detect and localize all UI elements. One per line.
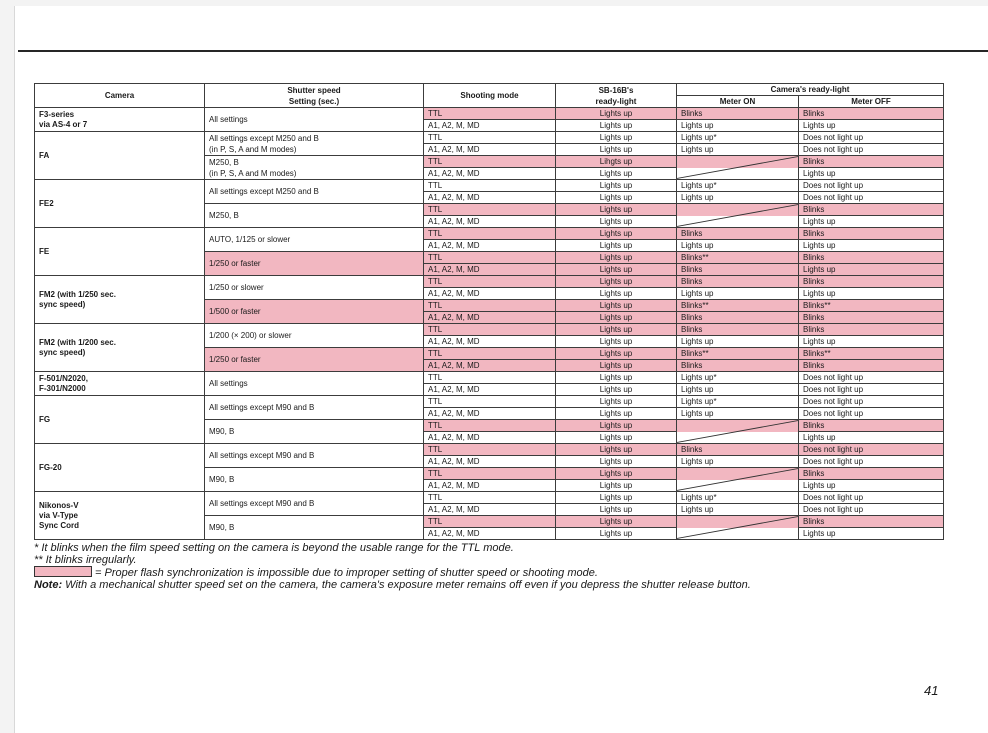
shooting-mode-cell: A1, A2, M, MD — [424, 264, 556, 276]
shooting-mode-cell: TTL — [424, 132, 556, 144]
camera-cell — [35, 396, 205, 444]
shutter-setting-line: All settings except M90 and B — [209, 451, 315, 460]
header-meter-on: Meter ON — [677, 96, 799, 108]
camera-name-line: Nikonos-V — [39, 500, 79, 510]
header-camera-ready-light: Camera's ready-light — [677, 84, 944, 96]
shooting-mode-cell: TTL — [424, 324, 556, 336]
camera-name-line: via AS-4 or 7 — [39, 119, 88, 129]
meter-on-cell: Lights up* — [677, 372, 799, 384]
shooting-mode-cell: TTL — [424, 276, 556, 288]
meter-off-cell: Does not light up — [799, 408, 944, 420]
shutter-setting-line: All settings except M90 and B — [209, 403, 315, 412]
shooting-mode-cell: TTL — [424, 420, 556, 432]
meter-on-cell: Lights up — [677, 408, 799, 420]
meter-off-cell: Lights up — [799, 240, 944, 252]
meter-off-cell: Does not light up — [799, 444, 944, 456]
sb16b-ready-light-cell: Lights up — [556, 144, 677, 156]
meter-off-cell: Lights up — [799, 264, 944, 276]
not-applicable-cell — [677, 516, 799, 540]
camera-name-line: FE — [39, 246, 50, 256]
shutter-setting-line: 1/250 or faster — [209, 355, 261, 364]
shooting-mode-cell: TTL — [424, 444, 556, 456]
diagonal-slash — [677, 204, 798, 227]
camera-cell — [35, 324, 205, 372]
camera-cell — [35, 492, 205, 540]
sb16b-ready-light-cell: Lights up — [556, 216, 677, 228]
meter-off-cell: Blinks — [799, 252, 944, 264]
meter-on-cell: Blinks — [677, 360, 799, 372]
page-number: 41 — [924, 683, 939, 698]
diagonal-slash — [677, 516, 798, 539]
table-row — [35, 132, 944, 144]
camera-name-line: FE2 — [39, 198, 54, 208]
camera-name-line: FA — [39, 150, 50, 160]
shutter-setting-cell — [205, 132, 424, 156]
shooting-mode-cell: TTL — [424, 348, 556, 360]
sb16b-ready-light-cell: Lights up — [556, 240, 677, 252]
sb16b-ready-light-cell: Lights up — [556, 324, 677, 336]
header-camera: Camera — [35, 84, 205, 108]
meter-on-cell: Blinks — [677, 276, 799, 288]
table-row — [35, 228, 944, 240]
camera-name-line: F-301/N2000 — [39, 383, 86, 393]
footnote-double-star: ** It blinks irregularly. — [34, 554, 137, 566]
table-row — [35, 276, 944, 288]
sb16b-ready-light-cell: Lights up — [556, 228, 677, 240]
meter-on-cell: Blinks — [677, 264, 799, 276]
camera-name-line: F-501/N2020, — [39, 373, 88, 383]
shutter-setting-line: 1/250 or slower — [209, 283, 264, 292]
meter-off-cell: Does not light up — [799, 396, 944, 408]
meter-on-cell: Lights up — [677, 192, 799, 204]
shooting-mode-cell: A1, A2, M, MD — [424, 168, 556, 180]
shooting-mode-cell: TTL — [424, 468, 556, 480]
meter-on-cell: Blinks** — [677, 252, 799, 264]
note-text: With a mechanical shutter speed set on the camera, the camera's exposure meter remains off even if you depress the shutter release button. — [65, 579, 751, 591]
header-shooting-mode: Shooting mode — [424, 84, 556, 108]
camera-name-line: FG — [39, 414, 51, 424]
meter-off-cell: Blinks — [799, 420, 944, 432]
meter-off-cell: Lights up — [799, 288, 944, 300]
meter-on-cell: Lights up — [677, 144, 799, 156]
sb16b-ready-light-cell: Lights up — [556, 432, 677, 444]
diagonal-slash — [677, 468, 798, 491]
shooting-mode-cell: A1, A2, M, MD — [424, 312, 556, 324]
diagonal-slash — [677, 420, 798, 443]
sb16b-ready-light-cell: Lights up — [556, 336, 677, 348]
note-line — [34, 579, 934, 591]
shutter-setting-line: (in P, S, A and M modes) — [209, 144, 297, 154]
shutter-setting-cell — [205, 348, 424, 372]
shooting-mode-cell: A1, A2, M, MD — [424, 216, 556, 228]
note-label: Note: — [34, 579, 63, 591]
legend-text: = Proper flash synchronization is impossible due to improper setting of shutter speed or shooting mode. — [95, 567, 598, 579]
camera-cell — [35, 372, 205, 396]
sb16b-ready-light-cell: Lights up — [556, 180, 677, 192]
meter-off-cell: Blinks — [799, 108, 944, 120]
meter-off-cell: Lights up — [799, 120, 944, 132]
sb16b-ready-light-cell: Lights up — [556, 252, 677, 264]
sb16b-ready-light-cell: Lights up — [556, 132, 677, 144]
shutter-setting-line: M90, B — [209, 475, 235, 484]
shooting-mode-cell: A1, A2, M, MD — [424, 120, 556, 132]
sync-compatibility-table — [34, 83, 944, 540]
meter-on-cell: Lights up — [677, 384, 799, 396]
table-row — [35, 444, 944, 456]
shutter-setting-cell — [205, 300, 424, 324]
table-row — [35, 372, 944, 384]
header-meter-off: Meter OFF — [799, 96, 944, 108]
shooting-mode-cell: A1, A2, M, MD — [424, 192, 556, 204]
table-row — [35, 180, 944, 192]
shooting-mode-cell: TTL — [424, 516, 556, 528]
sb16b-ready-light-cell: Lihgts up — [556, 156, 677, 168]
shutter-setting-cell — [205, 372, 424, 396]
footnote-single-star: * It blinks when the film speed setting on the camera is beyond the usable range for the TTL mode. — [34, 542, 514, 554]
shooting-mode-cell: A1, A2, M, MD — [424, 336, 556, 348]
meter-off-cell: Blinks — [799, 156, 944, 168]
camera-cell — [35, 228, 205, 276]
diagonal-slash-line — [677, 469, 798, 491]
camera-cell — [35, 180, 205, 228]
camera-name-line: FM2 (with 1/250 sec. — [39, 289, 116, 299]
meter-on-cell: Lights up — [677, 240, 799, 252]
camera-name-line: FM2 (with 1/200 sec. — [39, 337, 116, 347]
meter-off-cell: Does not light up — [799, 504, 944, 516]
meter-off-cell: Does not light up — [799, 144, 944, 156]
meter-on-cell: Lights up* — [677, 396, 799, 408]
sb16b-ready-light-cell: Lights up — [556, 288, 677, 300]
meter-on-cell: Lights up — [677, 120, 799, 132]
footnotes — [34, 542, 934, 591]
sb16b-ready-light-cell: Lights up — [556, 276, 677, 288]
meter-off-cell: Blinks — [799, 228, 944, 240]
shutter-setting-line: 1/200 (× 200) or slower — [209, 331, 292, 340]
meter-off-cell: Does not light up — [799, 492, 944, 504]
shutter-setting-line: 1/250 or faster — [209, 259, 261, 268]
meter-off-cell: Blinks — [799, 324, 944, 336]
meter-off-cell: Lights up — [799, 480, 944, 492]
shutter-setting-cell — [205, 444, 424, 468]
sb16b-ready-light-cell: Lights up — [556, 420, 677, 432]
header-shutter-line: Shutter speed — [287, 85, 341, 95]
camera-name-line: FG-20 — [39, 462, 62, 472]
sb16b-ready-light-cell: Lights up — [556, 516, 677, 528]
meter-on-cell: Blinks — [677, 228, 799, 240]
sb16b-ready-light-cell: Lights up — [556, 528, 677, 540]
shooting-mode-cell: A1, A2, M, MD — [424, 240, 556, 252]
shutter-setting-line: M90, B — [209, 523, 235, 532]
shooting-mode-cell: A1, A2, M, MD — [424, 432, 556, 444]
camera-cell — [35, 132, 205, 180]
meter-off-cell: Does not light up — [799, 456, 944, 468]
shooting-mode-cell: A1, A2, M, MD — [424, 504, 556, 516]
meter-on-cell: Lights up — [677, 456, 799, 468]
meter-on-cell: Blinks** — [677, 348, 799, 360]
shutter-setting-cell — [205, 492, 424, 516]
shutter-setting-line: M90, B — [209, 427, 235, 436]
shutter-setting-cell — [205, 204, 424, 228]
meter-on-cell: Lights up — [677, 504, 799, 516]
camera-name-line: sync speed) — [39, 299, 86, 309]
header-sb16b-line: SB-16B's — [598, 85, 634, 95]
table-row — [35, 396, 944, 408]
meter-off-cell: Blinks** — [799, 348, 944, 360]
meter-on-cell: Lights up — [677, 288, 799, 300]
shutter-setting-line: All settings except M90 and B — [209, 499, 315, 508]
diagonal-slash-line — [677, 517, 798, 539]
shutter-setting-line: M250, B — [209, 157, 239, 167]
shooting-mode-cell: A1, A2, M, MD — [424, 408, 556, 420]
meter-off-cell: Does not light up — [799, 384, 944, 396]
legend-line — [34, 566, 934, 579]
shutter-setting-cell — [205, 252, 424, 276]
camera-cell — [35, 444, 205, 492]
header-rule — [18, 50, 988, 52]
shutter-setting-line: All settings — [209, 379, 248, 388]
meter-off-cell: Does not light up — [799, 372, 944, 384]
header-sb16b-ready-light — [556, 84, 677, 108]
shutter-setting-cell — [205, 516, 424, 540]
shutter-setting-cell — [205, 420, 424, 444]
meter-off-cell: Blinks — [799, 516, 944, 528]
shooting-mode-cell: A1, A2, M, MD — [424, 384, 556, 396]
shutter-setting-line: AUTO, 1/125 or slower — [209, 235, 291, 244]
camera-name-line: Sync Cord — [39, 520, 80, 530]
shutter-setting-cell — [205, 180, 424, 204]
table-body — [35, 108, 944, 540]
diagonal-slash — [677, 156, 798, 179]
shutter-setting-cell — [205, 108, 424, 132]
shooting-mode-cell: TTL — [424, 252, 556, 264]
shutter-setting-cell — [205, 468, 424, 492]
meter-on-cell: Blinks — [677, 108, 799, 120]
sb16b-ready-light-cell: Lights up — [556, 504, 677, 516]
shooting-mode-cell: TTL — [424, 204, 556, 216]
shooting-mode-cell: A1, A2, M, MD — [424, 288, 556, 300]
not-applicable-cell — [677, 420, 799, 444]
shooting-mode-cell: TTL — [424, 372, 556, 384]
meter-off-cell: Blinks — [799, 312, 944, 324]
meter-on-cell: Lights up — [677, 336, 799, 348]
diagonal-slash-line — [677, 421, 798, 443]
shutter-setting-line: All settings except M250 and B — [209, 187, 319, 196]
meter-off-cell: Lights up — [799, 216, 944, 228]
shutter-setting-line: M250, B — [209, 211, 239, 220]
meter-off-cell: Blinks** — [799, 300, 944, 312]
sb16b-ready-light-cell: Lights up — [556, 300, 677, 312]
header-sb16b-line: ready-light — [595, 96, 637, 106]
sb16b-ready-light-cell: Lights up — [556, 192, 677, 204]
shooting-mode-cell: A1, A2, M, MD — [424, 528, 556, 540]
shutter-setting-cell — [205, 156, 424, 180]
sb16b-ready-light-cell: Lights up — [556, 348, 677, 360]
meter-off-cell: Blinks — [799, 468, 944, 480]
shutter-setting-line: 1/500 or faster — [209, 307, 261, 316]
shutter-setting-line: (in P, S, A and M modes) — [209, 168, 297, 178]
sb16b-ready-light-cell: Lights up — [556, 312, 677, 324]
shooting-mode-cell: TTL — [424, 396, 556, 408]
sb16b-ready-light-cell: Lights up — [556, 468, 677, 480]
shutter-setting-cell — [205, 396, 424, 420]
shooting-mode-cell: TTL — [424, 108, 556, 120]
meter-off-cell: Does not light up — [799, 192, 944, 204]
shutter-setting-cell — [205, 324, 424, 348]
sb16b-ready-light-cell: Lights up — [556, 480, 677, 492]
not-applicable-cell — [677, 468, 799, 492]
sb16b-ready-light-cell: Lights up — [556, 384, 677, 396]
sb16b-ready-light-cell: Lights up — [556, 396, 677, 408]
sb16b-ready-light-cell: Lights up — [556, 120, 677, 132]
meter-off-cell: Does not light up — [799, 180, 944, 192]
sb16b-ready-light-cell: Lights up — [556, 456, 677, 468]
shooting-mode-cell: A1, A2, M, MD — [424, 144, 556, 156]
meter-off-cell: Blinks — [799, 204, 944, 216]
shooting-mode-cell: A1, A2, M, MD — [424, 360, 556, 372]
diagonal-slash-line — [677, 157, 798, 179]
diagonal-slash-line — [677, 205, 798, 227]
highlight-legend-swatch — [34, 566, 92, 577]
sb16b-ready-light-cell: Lights up — [556, 492, 677, 504]
sb16b-ready-light-cell: Lights up — [556, 360, 677, 372]
sb16b-ready-light-cell: Lights up — [556, 108, 677, 120]
meter-off-cell: Lights up — [799, 432, 944, 444]
shooting-mode-cell: TTL — [424, 180, 556, 192]
table-row — [35, 324, 944, 336]
meter-off-cell: Blinks — [799, 360, 944, 372]
meter-off-cell: Blinks — [799, 276, 944, 288]
shooting-mode-cell: TTL — [424, 156, 556, 168]
shutter-setting-line: All settings — [209, 115, 248, 124]
table-row — [35, 108, 944, 120]
meter-off-cell: Lights up — [799, 336, 944, 348]
shutter-setting-cell — [205, 228, 424, 252]
shooting-mode-cell: A1, A2, M, MD — [424, 456, 556, 468]
camera-name-line: F3-series — [39, 109, 75, 119]
camera-cell — [35, 108, 205, 132]
camera-name-line: sync speed) — [39, 347, 86, 357]
meter-on-cell: Blinks** — [677, 300, 799, 312]
meter-on-cell: Blinks — [677, 324, 799, 336]
meter-on-cell: Lights up* — [677, 180, 799, 192]
meter-off-cell: Does not light up — [799, 132, 944, 144]
meter-on-cell: Lights up* — [677, 492, 799, 504]
sb16b-ready-light-cell: Lights up — [556, 264, 677, 276]
camera-cell — [35, 276, 205, 324]
meter-on-cell: Blinks — [677, 444, 799, 456]
meter-off-cell: Lights up — [799, 168, 944, 180]
header-shutter-line: Setting (sec.) — [288, 96, 340, 106]
shooting-mode-cell: TTL — [424, 492, 556, 504]
shooting-mode-cell: TTL — [424, 300, 556, 312]
shooting-mode-cell: TTL — [424, 228, 556, 240]
meter-on-cell: Lights up* — [677, 132, 799, 144]
camera-name-line: via V-Type — [39, 510, 78, 520]
sb16b-ready-light-cell: Lights up — [556, 444, 677, 456]
header-shutter-speed — [205, 84, 424, 108]
sb16b-ready-light-cell: Lights up — [556, 372, 677, 384]
shutter-setting-line: All settings except M250 and B — [209, 133, 319, 143]
sb16b-ready-light-cell: Lights up — [556, 204, 677, 216]
shooting-mode-cell: A1, A2, M, MD — [424, 480, 556, 492]
sb16b-ready-light-cell: Lights up — [556, 408, 677, 420]
sb16b-ready-light-cell: Lights up — [556, 168, 677, 180]
meter-on-cell: Blinks — [677, 312, 799, 324]
meter-off-cell: Lights up — [799, 528, 944, 540]
table-row — [35, 492, 944, 504]
not-applicable-cell — [677, 156, 799, 180]
not-applicable-cell — [677, 204, 799, 228]
shutter-setting-cell — [205, 276, 424, 300]
